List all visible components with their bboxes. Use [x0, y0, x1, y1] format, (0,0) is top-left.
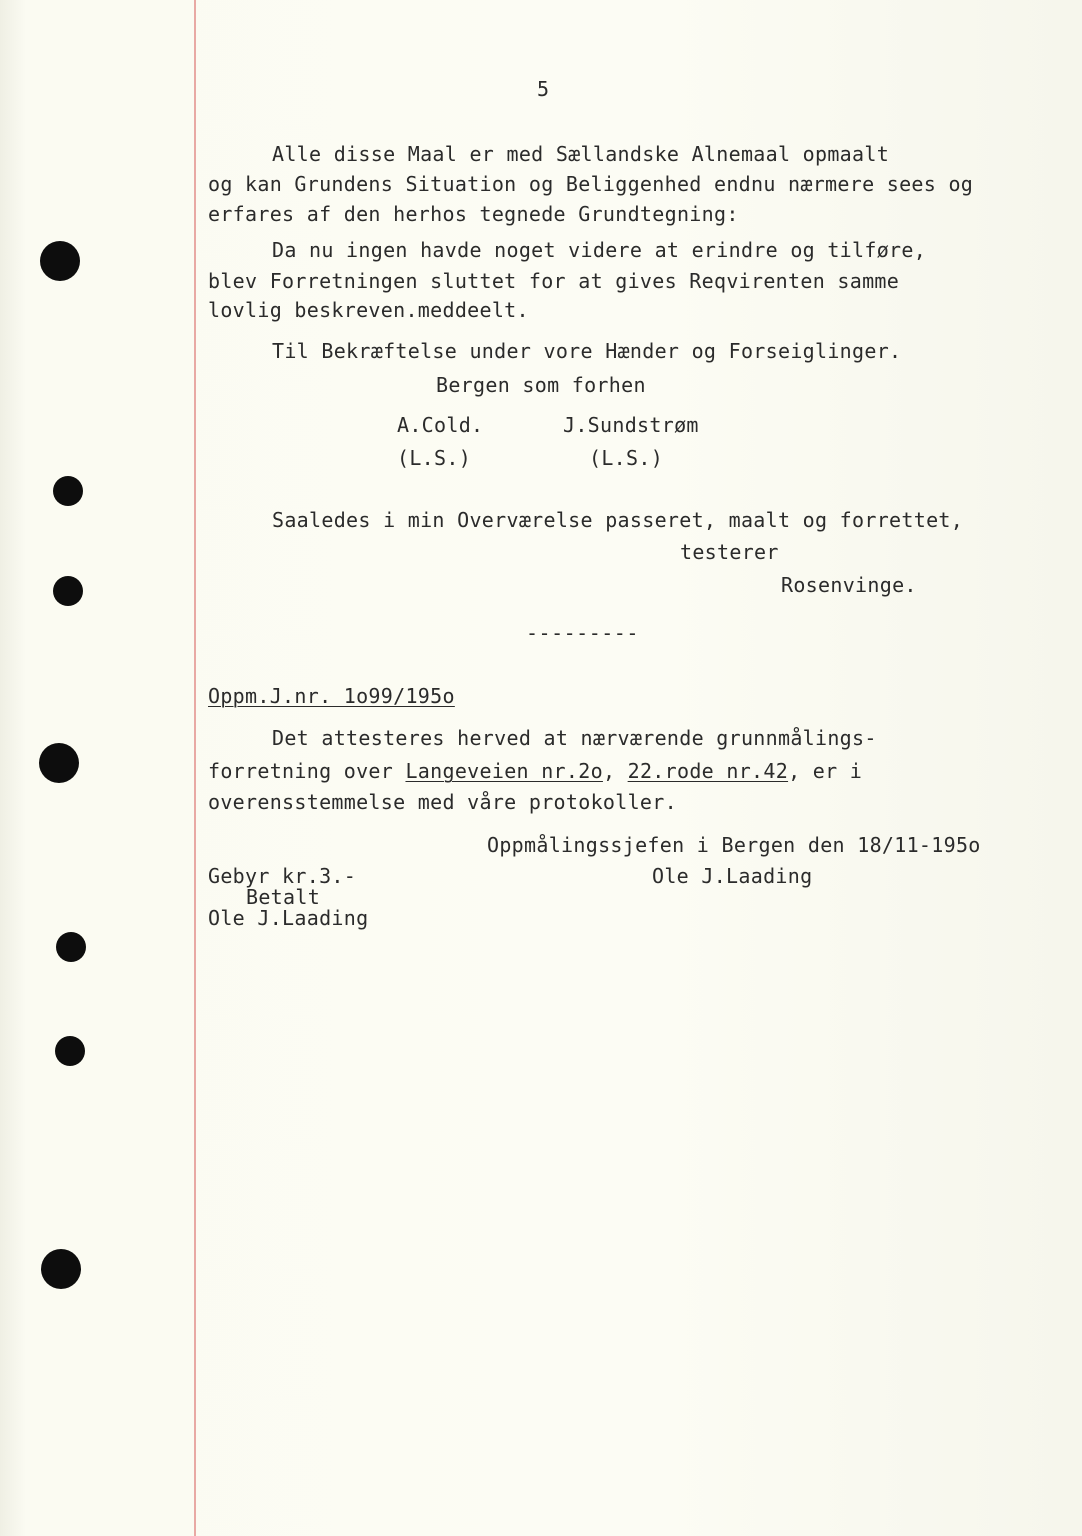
attestation-signer: Ole J.Laading [652, 864, 813, 888]
paragraph2-line3: lovlig beskreven.meddeelt. [208, 298, 529, 322]
punch-hole [53, 476, 83, 506]
paragraph2-line2: blev Forretningen sluttet for at gives Reqvirenten samme [208, 269, 900, 293]
attestation-line1: Det attesteres herved at nærværende grunnmålings- [272, 726, 877, 750]
punch-hole [40, 241, 80, 281]
witness-name: Rosenvinge. [781, 573, 917, 597]
paragraph1-line2: og kan Grundens Situation og Beliggenhed endnu nærmere sees og [208, 172, 974, 196]
punch-hole [41, 1249, 81, 1289]
attestation-line2-prefix: forretning over [208, 759, 406, 783]
witness-line: Saaledes i min Overværelse passeret, maalt og forrettet, [272, 508, 964, 532]
paragraph1-line3: erfares af den herhos tegnede Grundtegning: [208, 202, 739, 226]
punch-hole [56, 932, 86, 962]
paragraph1-line1: Alle disse Maal er med Sællandske Alnemaal opmaalt [272, 142, 890, 166]
punch-hole [53, 576, 83, 606]
attestation-line3: overensstemmelse med våre protokoller. [208, 790, 677, 814]
witness-testerer: testerer [680, 540, 779, 564]
page-number: 5 [537, 77, 550, 101]
signatory-name: A.Cold. [397, 413, 484, 437]
place-line: Bergen som forhen [436, 373, 646, 397]
office-date: Oppmålingssjefen i Bergen den 18/11-195o [487, 833, 981, 857]
attestation-line2-suffix: , er i [788, 759, 863, 783]
attestation-line2 [208, 759, 862, 783]
confirmation-line: Til Bekræftelse under vore Hænder og Forseiglinger. [272, 339, 902, 363]
punch-hole [39, 743, 79, 783]
separator: --------- [526, 621, 639, 645]
street-address: Langeveien nr.2o [405, 759, 603, 783]
margin-line [194, 0, 196, 1536]
paragraph2-line1: Da nu ingen havde noget videre at erindre og tilføre, [272, 238, 927, 262]
fee-signer: Ole J.Laading [208, 906, 369, 930]
punch-hole [55, 1036, 85, 1066]
signatory-seal: (L.S.) [589, 446, 664, 470]
signatory-name: J.Sundstrøm [563, 413, 699, 437]
rode-number: 22.rode nr.42 [627, 759, 789, 783]
fee-paid: Betalt [246, 885, 321, 909]
fee-amount: Gebyr kr.3.- [208, 864, 357, 888]
attestation-reference: Oppm.J.nr. 1o99/195o [208, 684, 455, 708]
attestation-line2-mid: , [602, 759, 628, 783]
signatory-seal: (L.S.) [397, 446, 472, 470]
